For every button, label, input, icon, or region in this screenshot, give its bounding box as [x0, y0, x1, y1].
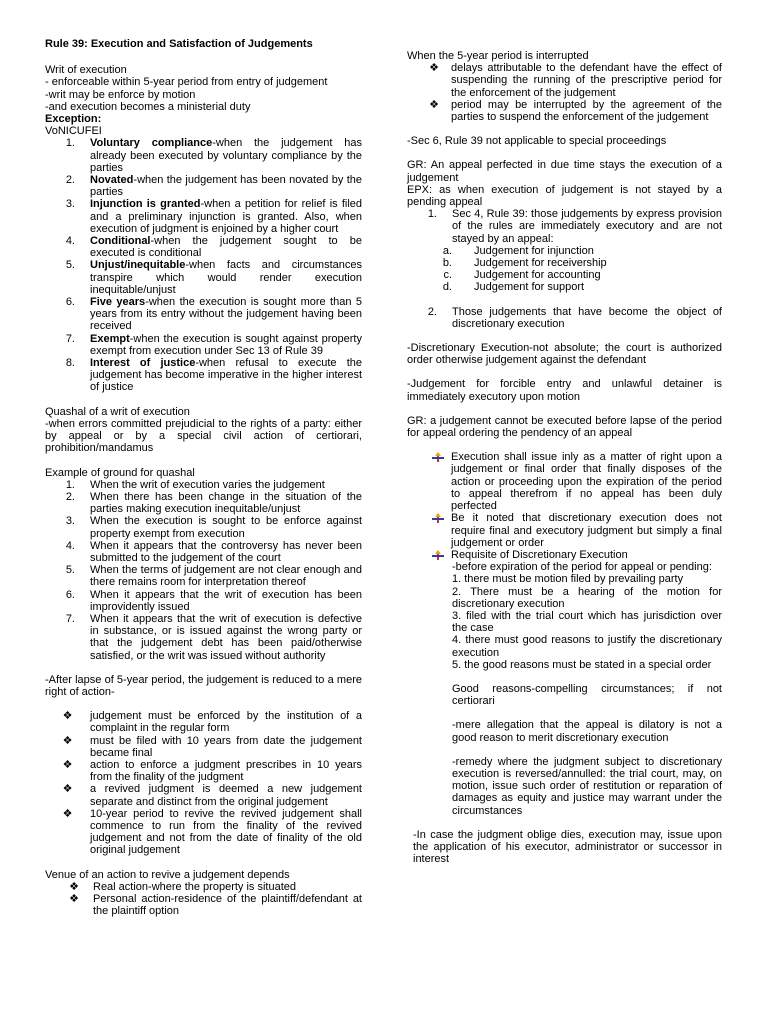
- mnemonic: VoNICUFEI: [45, 125, 102, 138]
- dilatory-text: -mere allegation that the appeal is dilatory is not a good reason to merit discretionary execution: [452, 719, 722, 744]
- requisite-line: -before expiration of the period for appeal or pending:: [452, 561, 712, 574]
- requisite-line: 2. There must be a hearing of the motion for discretionary execution: [452, 585, 722, 610]
- diamond-bullet-icon: ❖: [429, 62, 439, 75]
- diamond-bullet-icon: ❖: [69, 893, 79, 905]
- arrow-bullet-icon: [429, 451, 451, 463]
- list-item: 2. When there has been change in the situation of the parties making execution inequitable/unjust: [65, 490, 362, 516]
- diamond-bullet-icon: ❖: [62, 783, 73, 796]
- writ-line: -writ may be enforce by motion: [45, 88, 196, 101]
- diamond-bullet-icon: ❖: [429, 98, 439, 111]
- lapse-list: [45, 710, 362, 856]
- list-item: ❖ Personal action-residence of the plaintiff/defendant at the plaintiff option: [45, 893, 362, 917]
- diamond-bullet-icon: ❖: [62, 734, 73, 747]
- list-item: 6. When it appears that the writ of execution has been improvidently issued: [65, 588, 362, 613]
- venue-heading: Venue of an action to revive a judgement depends: [45, 868, 290, 881]
- arrow-list: [407, 451, 722, 561]
- list-item: 1. Sec 4, Rule 39: those judgements by express provision of the rules are immediately executory and are not stayed by an appeal:: [427, 208, 722, 245]
- requisite-line: 4. there must good reasons to justify the discretionary execution: [452, 634, 722, 659]
- arrow-bullet-icon: [429, 512, 451, 524]
- requisite-line: 5. the good reasons must be stated in a special order: [452, 658, 712, 671]
- example-heading: Example of ground for quashal: [45, 466, 195, 479]
- list-item: 7. When it appears that the writ of execution is defective in substance, or is issued against the wrong party or that the judgement debt has been paid/otherwise satisfied, or the writ was issued without authority: [65, 612, 362, 662]
- diamond-bullet-icon: ❖: [62, 710, 73, 723]
- list-item: 3. When the execution is sought to be enforce against property exempt from execution: [65, 515, 362, 540]
- discretionary-text: -Discretionary Execution-not absolute; the court is authorized order otherwise judgement against the defendant: [407, 342, 722, 367]
- list-item: 5. When the terms of judgement are not clear enough and there remains room for interpretation thereof: [65, 564, 362, 589]
- list-item: 5. Unjust/inequitable-when facts and circumstances transpire which would render execution inequitable/unjust: [65, 259, 362, 296]
- list-item: ❖ must be filed with 10 years from date the judgement became final: [45, 735, 362, 759]
- requisite-line: 3. filed with the trial court which has jurisdiction over the case: [452, 609, 722, 635]
- sub-list: [407, 245, 722, 294]
- exceptions-list: [45, 137, 362, 393]
- list-item: ❖ action to enforce a judgment prescribes in 10 years from the finality of the judgment: [45, 759, 362, 783]
- list-item: ❖ Real action-where the property is situated: [45, 881, 362, 893]
- list-item: 4. When it appears that the controversy has never been submitted to the judgement of the court: [65, 539, 362, 564]
- sec6-text: -Sec 6, Rule 39 not applicable to special proceedings: [407, 135, 667, 148]
- writ-line: -and execution becomes a ministerial duty: [45, 100, 251, 113]
- list-item: 8. Interest of justice-when refusal to execute the judgement has become imperative in the higher interest of justice: [65, 357, 363, 394]
- oblige-text: -In case the judgment oblige dies, execution may, issue upon the application of his executor, administrator or successor in interest: [413, 828, 722, 866]
- list-item: a. Judgement for injunction: [442, 244, 594, 257]
- list-item: ❖ a revived judgment is deemed a new judgement separate and distinct from the original judgement: [45, 783, 362, 807]
- arrow-bullet-icon: [429, 549, 451, 561]
- list-item: Execution shall issue inly as a matter of right upon a judgement or final order that finally disposes of the action or proceeding upon the expiration of the period to appeal therefrom if no appeal has been duly perfected: [429, 451, 722, 512]
- requisite-block: [452, 561, 722, 817]
- list-item: Requisite of Discretionary Execution: [429, 549, 722, 561]
- list-item: 3. Injunction is granted-when a petition for relief is filed and a preliminary injunction is granted. Also, when execution of judgment is enjoined by a higher court: [65, 198, 363, 235]
- list-item: ❖ 10-year period to revive the revived judgement shall commence to run from the finality of the revived judgement and not from the date of finality of the old original judgement: [45, 808, 362, 857]
- list-item: 1. When the writ of execution varies the judgement: [65, 478, 325, 491]
- gr1-text: GR: An appeal perfected in due time stays the execution of a judgement: [407, 159, 722, 184]
- remedy-text: -remedy where the judgment subject to discretionary execution is reversed/annulled: the trial court, may, on motion, issue such order of restitution or reparation of damages as equity and justice may warrant under the circumstances: [452, 755, 722, 817]
- quashal-heading: Quashal of a writ of execution: [45, 405, 190, 418]
- diamond-bullet-icon: ❖: [62, 807, 73, 820]
- document-title: Rule 39: Execution and Satisfaction of Judgements: [45, 38, 313, 50]
- interrupt-heading: When the 5-year period is interrupted: [407, 50, 589, 62]
- list-item: ❖ period may be interrupted by the agreement of the parties to suspend the enforcement of the judgement: [407, 99, 722, 123]
- list-item: Be it noted that discretionary execution does not require final and executory judgment but simply a final judgement or order: [429, 512, 722, 549]
- gr2-text: GR: a judgement cannot be executed before lapse of the period for appeal ordering the pendency of an appeal: [407, 414, 722, 440]
- interrupt-list: [407, 62, 722, 123]
- list-item: b. Judgement for receivership: [442, 257, 607, 270]
- list-item: 6. Five years-when the execution is sought more than 5 years from its entry without the judgement having been received: [65, 296, 362, 333]
- list-item: 7. Exempt-when the execution is sought against property exempt from execution under Sec 13 of Rule 39: [65, 332, 362, 357]
- list-item: 1. Voluntary compliance-when the judgement has already been executed by voluntary compliance by the parties: [65, 137, 362, 174]
- forcible-text: -Judgement for forcible entry and unlawful detainer is immediately executory upon motion: [407, 378, 722, 403]
- diamond-bullet-icon: ❖: [62, 758, 73, 771]
- diamond-bullet-icon: ❖: [69, 880, 79, 893]
- venue-list: [45, 881, 362, 918]
- list-item: 2. Novated-when the judgement has been novated by the parties: [65, 174, 362, 199]
- right-column: [407, 50, 722, 865]
- list-item: 2. Those judgements that have become the object of discretionary execution: [427, 305, 722, 330]
- list-item: c. Judgement for accounting: [443, 269, 601, 282]
- exception-heading: Exception:: [45, 113, 102, 126]
- list-item: ❖ delays attributable to the defendant have the effect of suspending the running of the prescriptive period for the enforcement of the judgement: [407, 62, 722, 99]
- good-reasons-text: Good reasons-compelling circumstances; if not certiorari: [452, 682, 722, 708]
- writ-heading: Writ of execution: [45, 64, 127, 77]
- examples-list: [45, 479, 362, 662]
- lapse-text: -After lapse of 5-year period, the judgement is reduced to a mere right of action-: [45, 673, 362, 698]
- quashal-text: -when errors committed prejudicial to the rights of a party: either by appeal or by a special civil action of certiorari, prohibition/mandamus: [45, 417, 362, 455]
- requisite-line: 1. there must be motion filed by prevailing party: [452, 573, 684, 586]
- epx-text: EPX: as when execution of judgement is not stayed by a pending appeal: [407, 183, 722, 209]
- list-item: ❖ judgement must be enforced by the institution of a complaint in the regular form: [45, 710, 362, 734]
- left-column: [45, 38, 362, 917]
- writ-line: - enforceable within 5-year period from entry of judgement: [45, 76, 328, 89]
- list-item: 4. Conditional-when the judgement sought to be executed is conditional: [65, 235, 362, 260]
- list-item: d. Judgement for support: [442, 281, 585, 294]
